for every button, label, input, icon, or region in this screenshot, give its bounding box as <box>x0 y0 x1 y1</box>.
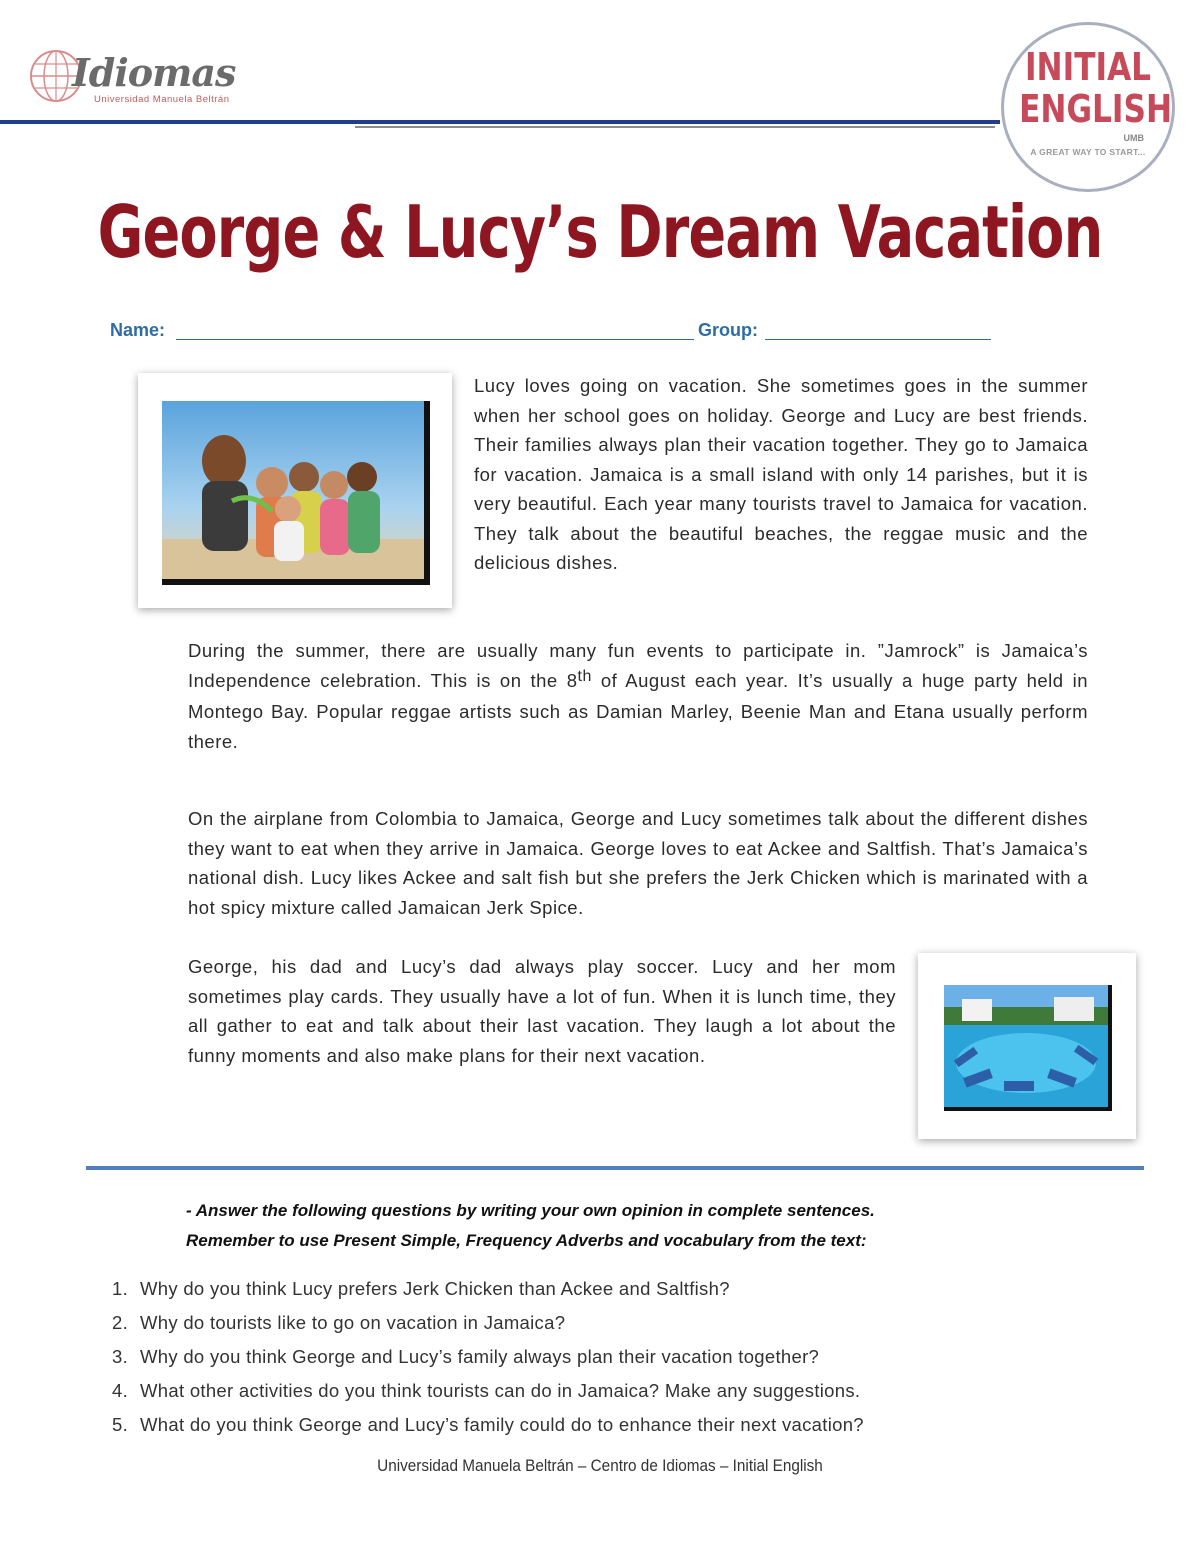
section-divider <box>86 1166 1144 1170</box>
friends-photo-frame <box>138 373 452 608</box>
question-number: 1. <box>112 1278 129 1299</box>
paragraph-3: On the airplane from Colombia to Jamaica, George and Lucy sometimes talk about the different dishes they want to eat when they arrive in Jamaica. George loves to eat Ackee and Saltfish. That’s Jamaica’s national dish. Lucy likes Ackee and salt fish but she prefers the Jerk Chicken which is marinated with a hot spicy mixture called Jamaican Jerk Spice. <box>188 808 1088 918</box>
paragraph-2-part-b: of August each year. It’s usually a huge party held in Montego Bay. Popular reggae artists such as Damian Marley, Beenie Man and Etana usually perform there. <box>188 669 1088 752</box>
paragraph-1: Lucy loves going on vacation. She sometimes goes in the summer when her school goes on holiday. George and Lucy are best friends. Their families always plan their vacation together. They go to Jamaica for vacation. Jamaica is a small island with only 14 parishes, but it is very beautiful. Each year many tourists travel to Jamaica for vacation. They talk about the beautiful beaches, the reggae music and the delicious dishes. <box>474 375 1088 573</box>
idiomas-logo <box>28 44 238 110</box>
friends-photo <box>162 401 430 585</box>
paragraph-2-part-a: During the summer, there are usually many fun events to participate in. ”Jamrock” is Jamaica’s Independence celebration. This is on the 8 <box>188 640 1088 691</box>
header-divider-secondary <box>355 126 995 128</box>
header-divider <box>0 120 1000 124</box>
question-text: Why do tourists like to go on vacation in Jamaica? <box>140 1312 566 1333</box>
question-text: What do you think George and Lucy’s family could do to enhance their next vacation? <box>140 1414 864 1435</box>
group-label: Group: <box>698 320 758 340</box>
instructions-line-1: - Answer the following questions by writing your own opinion in complete sentences. <box>186 1201 875 1220</box>
page-footer: Universidad Manuela Beltrán – Centro de Idiomas – Initial English <box>377 1456 823 1475</box>
logo-wordmark: Idiomas <box>72 50 236 95</box>
question-text: What other activities do you think tourists can do in Jamaica? Make any suggestions. <box>140 1380 861 1401</box>
group-field[interactable] <box>765 339 991 340</box>
instructions <box>186 1196 875 1256</box>
pool-photo-frame <box>918 953 1136 1139</box>
pool-photo <box>944 985 1112 1111</box>
badge-text-english: ENGLISH <box>1019 87 1173 131</box>
question-number: 5. <box>112 1414 129 1435</box>
badge-tagline: A GREAT WAY TO START... <box>1030 147 1146 157</box>
instructions-line-2: Remember to use Present Simple, Frequency Adverbs and vocabulary from the text: <box>186 1231 867 1250</box>
question-number: 2. <box>112 1312 129 1333</box>
question-number: 3. <box>112 1346 129 1367</box>
question-text: Why do you think George and Lucy’s family always plan their vacation together? <box>140 1346 820 1367</box>
friends-beach-image <box>162 401 424 579</box>
initial-english-badge <box>1001 22 1175 192</box>
name-label: Name: <box>110 320 166 340</box>
badge-umb: UMB <box>1123 133 1144 143</box>
badge-text-initial: INITIAL <box>1024 45 1152 89</box>
paragraph-4: George, his dad and Lucy’s dad always play soccer. Lucy and her mom sometimes play cards. They usually have a lot of fun. When it is lunch time, they all gather to eat and talk about their last vacation. They laugh a lot about the funny moments and also make plans for their next vacation. <box>188 956 896 1066</box>
ordinal-suffix: th <box>577 667 592 685</box>
page-title: George & Lucy’s Dream Vacation <box>97 190 1103 274</box>
question-text: Why do you think Lucy prefers Jerk Chicken than Ackee and Saltfish? <box>140 1278 730 1299</box>
resort-pool-image <box>944 985 1108 1107</box>
logo-subtitle: Universidad Manuela Beltrán <box>94 94 230 105</box>
question-number: 4. <box>112 1380 129 1401</box>
paragraph-2 <box>188 636 1088 756</box>
name-field[interactable] <box>176 339 694 340</box>
